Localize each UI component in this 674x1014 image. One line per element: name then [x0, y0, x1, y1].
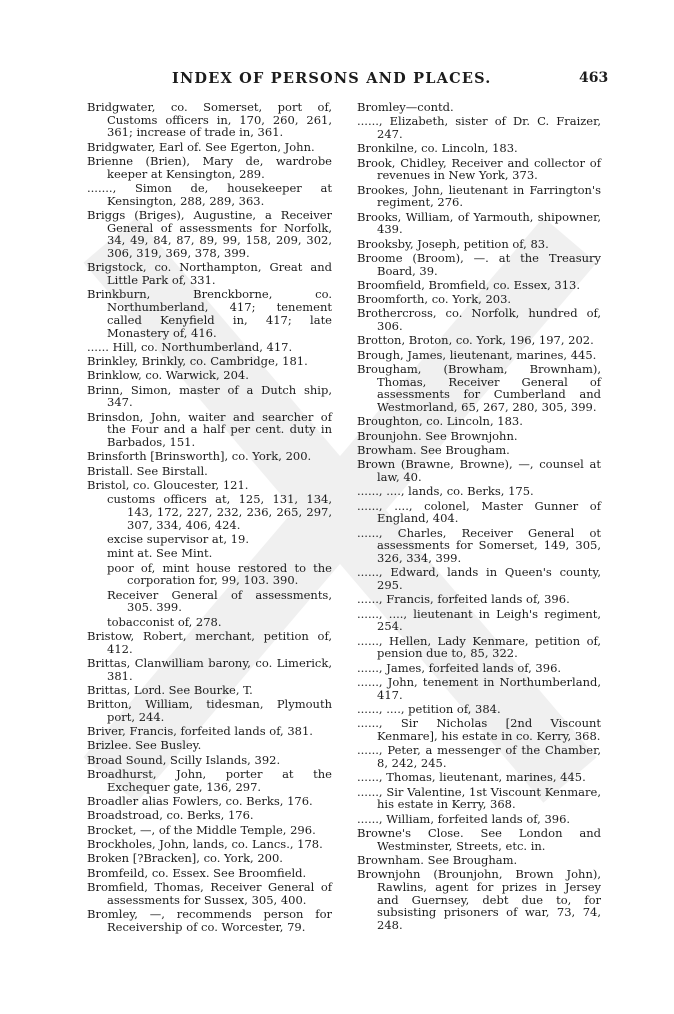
index-subentry: excise supervisor at, 19. — [107, 532, 249, 546]
index-entry: Brockholes, John, lands, co. Lancs., 178. — [87, 836, 323, 851]
index-entry: Brizlee. See Busley. — [87, 738, 202, 753]
index-entry: Broad Sound, Scilly Islands, 392. — [87, 752, 281, 767]
index-entry: Bromley—contd. — [357, 100, 454, 114]
index-entry: ......, Edward, lands in Queen's county, 295. — [357, 565, 601, 593]
index-entry: Browne's Close. See London and Westminster, Streets, etc. in. — [357, 825, 601, 853]
index-entry: ......, Thomas, lieutenant, marines, 445. — [357, 770, 586, 785]
index-entry: Bromfield, Thomas, Receiver General of assessments for Sussex, 305, 400. — [87, 879, 332, 907]
index-entry: ......, ...., petition of, 384. — [357, 701, 501, 716]
index-entry: Broomforth, co. York, 203. — [357, 292, 512, 307]
index-entry: ...... Hill, co. Northumberland, 417. — [87, 339, 293, 354]
index-entry: Brinkley, Brinkly, co. Cambridge, 181. — [87, 354, 308, 369]
index-entry: Bristall. See Birstall. — [87, 463, 208, 478]
index-entry: Bridgwater, Earl of. See Egerton, John. — [87, 139, 315, 154]
index-entry: Brotton, Broton, co. York, 196, 197, 202. — [357, 333, 594, 348]
index-entry: Bristol, co. Gloucester, 121. — [87, 478, 249, 492]
index-entry: Bristow, Robert, merchant, petition of, 412. — [87, 628, 332, 656]
index-entry: Brienne (Brien), Mary de, wardrobe keeper at Kensington, 289. — [87, 154, 332, 181]
index-entry: ......, Hellen, Lady Kenmare, petition of, pension due to, 85, 322. — [357, 633, 601, 661]
index-entry: Brocket, —, of the Middle Temple, 296. — [87, 822, 316, 837]
index-entry: Brothercross, co. Norfolk, hundred of, 306. — [357, 306, 601, 334]
index-subentry: mint at. See Mint. — [107, 546, 213, 561]
index-entry: Brittas, Lord. See Bourke, T. — [87, 682, 253, 697]
index-entry: Brigstock, co. Northampton, Great and Little Park of, 331. — [87, 260, 332, 288]
index-subentry: poor of, mint house restored to the corporation for, 99, 103. 390. — [107, 560, 332, 588]
index-entry: Briggs (Briges), Augustine, a Receiver General of assessments for Norfolk, 34, 49, 84, 87, 89, 99, 158, 209, 302, 306, 319, 369, 378, 399. — [87, 208, 332, 261]
index-entry: Bromley, —, recommends person for Receivership of co. Worcester, 79. — [87, 906, 332, 934]
index-entry: ......, James, forfeited lands of, 396. — [357, 660, 562, 675]
index-entry: Bronkilne, co. Lincoln, 183. — [357, 141, 518, 156]
index-entry: ......, ...., lieutenant in Leigh's regiment, 254. — [357, 606, 601, 634]
page-title: INDEX OF PERSONS AND PLACES. — [172, 70, 492, 87]
index-entry: Broadler alias Fowlers, co. Berks, 176. — [87, 794, 313, 809]
index-entry: ......, Peter, a messenger of the Chamber, 8, 242, 245. — [357, 743, 601, 770]
index-entry: Brinklow, co. Warwick, 204. — [87, 368, 249, 383]
index-entry: ......, ...., lands, co. Berks, 175. — [357, 484, 534, 499]
index-entry: Broadstroad, co. Berks, 176. — [87, 808, 254, 823]
index-entry: Broughton, co. Lincoln, 183. — [357, 414, 523, 429]
index-entry: Broome (Broom), —. at the Treasury Board, 39. — [357, 250, 601, 278]
index-entry: ......, Francis, forfeited lands of, 396. — [357, 592, 570, 607]
index-entry: Brittas, Clanwilliam barony, co. Limerick, 381. — [87, 655, 332, 683]
page-header — [0, 70, 674, 92]
index-entry: Britton, William, tidesman, Plymouth port, 244. — [87, 697, 332, 724]
index-entry: Brown (Brawne, Browne), —, counsel at law, 40. — [357, 457, 601, 485]
index-entry: Brounjohn. See Brownjohn. — [357, 428, 518, 443]
index-entry: Broken [?Bracken], co. York, 200. — [87, 851, 283, 866]
index-entry: Brinsforth [Brinsworth], co. York, 200. — [87, 449, 312, 464]
index-entry: Brinkburn, Brenckborne, co. Northumberland, 417; tenement called Kenyfield in, 417; late Monastery of, 416. — [87, 287, 332, 340]
index-subentry: tobacconist of, 278. — [107, 614, 222, 629]
index-entry: ......, Sir Nicholas [2nd Viscount Kenmare], his estate in co. Kerry, 368. — [357, 716, 601, 743]
index-entry: ......, Charles, Receiver General ot assessments for Somerset, 149, 305, 326, 334, 399. — [357, 525, 601, 566]
index-entry: Brooks, William, of Yarmouth, shipowner, 439. — [357, 209, 601, 237]
index-entry: Brougham, (Browham, Brownham), Thomas, Receiver General of assessments for Cumberland and Westmorland, 65, 267, 280, 305, 399. — [357, 362, 601, 415]
index-entry: ......, John, tenement in Northumberland, 417. — [357, 674, 601, 702]
index-subentry: Receiver General of assessments, 305. 399. — [107, 587, 332, 615]
index-entry: Briver, Francis, forfeited lands of, 381. — [87, 724, 313, 739]
index-entry: Brookes, John, lieutenant in Farrington's regiment, 276. — [357, 182, 601, 210]
index-entry: ......., Simon de, housekeeper at Kensington, 288, 289, 363. — [87, 181, 332, 208]
index-entry: Broomfield, Bromfield, co. Essex, 313. — [357, 277, 581, 292]
index-entry: Brownjohn (Brounjohn, Brown John), Rawlins, agent for prizes in Jersey and Guernsey, debt due to, for subsisting prisoners of war, 73, 74, 248. — [357, 867, 601, 932]
index-entry: Brough, James, lieutenant, marines, 445. — [357, 347, 597, 362]
index-entry: Brook, Chidley, Receiver and collector of revenues in New York, 373. — [357, 155, 601, 183]
index-entry: ......, Elizabeth, sister of Dr. C. Fraizer, 247. — [357, 114, 601, 141]
index-entry: ......, Sir Valentine, 1st Viscount Kenmare, his estate in Kerry, 368. — [357, 784, 601, 812]
index-entry: ......, ...., colonel, Master Gunner of England, 404. — [357, 498, 601, 526]
index-entry: Broadhurst, John, porter at the Exchequer gate, 136, 297. — [87, 767, 332, 794]
index-entry: Brooksby, Joseph, petition of, 83. — [357, 236, 549, 251]
page-number: 463 — [579, 70, 609, 86]
index-entry: Browham. See Brougham. — [357, 443, 510, 458]
index-entry: Bridgwater, co. Somerset, port of, Customs officers in, 170, 260, 261, 361; increase of trade in, 361. — [87, 100, 332, 140]
index-entry: Brinn, Simon, master of a Dutch ship, 347. — [87, 382, 332, 410]
index-column-left — [87, 101, 332, 935]
index-entry: ......, William, forfeited lands of, 396. — [357, 811, 571, 826]
index-entry: Brownham. See Brougham. — [357, 852, 518, 867]
index-entry: Brinsdon, John, waiter and searcher of the Four and a half per cent. duty in Barbados, 151. — [87, 409, 332, 450]
index-column-right — [357, 101, 601, 933]
index-entry: Bromfeild, co. Essex. See Broomfield. — [87, 865, 307, 880]
index-subentry: customs officers at, 125, 131, 134, 143, 172, 227, 232, 236, 265, 297, 307, 334, 406, 424. — [107, 492, 332, 532]
